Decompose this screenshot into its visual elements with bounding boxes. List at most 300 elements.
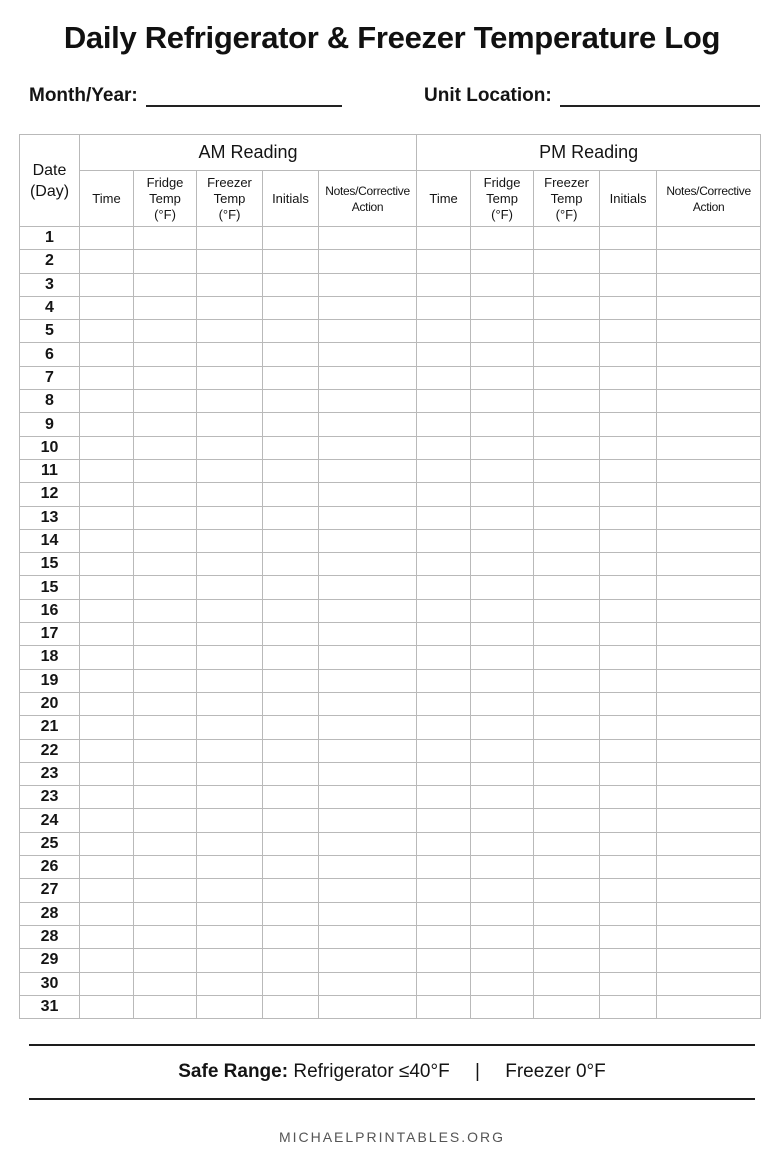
pm-time-cell[interactable] [417,576,471,599]
am-notes-cell[interactable] [319,459,417,482]
am-fridge-temp-cell[interactable] [134,506,197,529]
am-time-cell[interactable] [80,995,134,1018]
am-notes-cell[interactable] [319,879,417,902]
am-freezer-temp-cell[interactable] [197,972,263,995]
pm-freezer-temp-cell[interactable] [534,925,600,948]
pm-initials-cell[interactable] [600,506,657,529]
pm-initials-cell[interactable] [600,949,657,972]
pm-freezer-temp-cell[interactable] [534,716,600,739]
pm-freezer-temp-cell[interactable] [534,786,600,809]
pm-freezer-temp-cell[interactable] [534,459,600,482]
pm-freezer-temp-cell[interactable] [534,972,600,995]
pm-time-cell[interactable] [417,949,471,972]
am-fridge-temp-cell[interactable] [134,856,197,879]
am-freezer-temp-cell[interactable] [197,995,263,1018]
pm-fridge-temp-cell[interactable] [471,902,534,925]
pm-notes-cell[interactable] [657,832,761,855]
pm-time-cell[interactable] [417,459,471,482]
pm-freezer-temp-cell[interactable] [534,646,600,669]
pm-fridge-temp-cell[interactable] [471,366,534,389]
pm-notes-cell[interactable] [657,390,761,413]
pm-initials-cell[interactable] [600,553,657,576]
am-fridge-temp-cell[interactable] [134,343,197,366]
am-fridge-temp-cell[interactable] [134,879,197,902]
am-initials-cell[interactable] [263,646,319,669]
pm-time-cell[interactable] [417,879,471,902]
pm-fridge-temp-cell[interactable] [471,762,534,785]
am-initials-cell[interactable] [263,902,319,925]
pm-initials-cell[interactable] [600,483,657,506]
pm-freezer-temp-cell[interactable] [534,529,600,552]
am-freezer-temp-cell[interactable] [197,366,263,389]
pm-fridge-temp-cell[interactable] [471,320,534,343]
pm-initials-cell[interactable] [600,390,657,413]
pm-notes-cell[interactable] [657,320,761,343]
am-fridge-temp-cell[interactable] [134,296,197,319]
pm-notes-cell[interactable] [657,483,761,506]
am-notes-cell[interactable] [319,786,417,809]
am-notes-cell[interactable] [319,343,417,366]
month-year-blank-line[interactable] [146,87,342,107]
pm-time-cell[interactable] [417,553,471,576]
am-freezer-temp-cell[interactable] [197,296,263,319]
pm-time-cell[interactable] [417,739,471,762]
am-time-cell[interactable] [80,762,134,785]
pm-initials-cell[interactable] [600,413,657,436]
am-initials-cell[interactable] [263,529,319,552]
pm-fridge-temp-cell[interactable] [471,646,534,669]
am-notes-cell[interactable] [319,227,417,250]
am-time-cell[interactable] [80,716,134,739]
pm-fridge-temp-cell[interactable] [471,413,534,436]
am-freezer-temp-cell[interactable] [197,669,263,692]
am-freezer-temp-cell[interactable] [197,576,263,599]
pm-initials-cell[interactable] [600,669,657,692]
pm-initials-cell[interactable] [600,856,657,879]
pm-notes-cell[interactable] [657,227,761,250]
am-initials-cell[interactable] [263,995,319,1018]
pm-fridge-temp-cell[interactable] [471,483,534,506]
pm-time-cell[interactable] [417,762,471,785]
pm-notes-cell[interactable] [657,995,761,1018]
pm-notes-cell[interactable] [657,413,761,436]
am-notes-cell[interactable] [319,716,417,739]
am-initials-cell[interactable] [263,786,319,809]
pm-fridge-temp-cell[interactable] [471,436,534,459]
pm-fridge-temp-cell[interactable] [471,296,534,319]
pm-freezer-temp-cell[interactable] [534,483,600,506]
am-fridge-temp-cell[interactable] [134,366,197,389]
pm-freezer-temp-cell[interactable] [534,413,600,436]
am-fridge-temp-cell[interactable] [134,320,197,343]
am-initials-cell[interactable] [263,669,319,692]
pm-notes-cell[interactable] [657,599,761,622]
am-notes-cell[interactable] [319,925,417,948]
am-initials-cell[interactable] [263,972,319,995]
am-fridge-temp-cell[interactable] [134,809,197,832]
am-freezer-temp-cell[interactable] [197,902,263,925]
pm-initials-cell[interactable] [600,692,657,715]
am-time-cell[interactable] [80,623,134,646]
pm-notes-cell[interactable] [657,669,761,692]
am-notes-cell[interactable] [319,553,417,576]
pm-initials-cell[interactable] [600,972,657,995]
pm-fridge-temp-cell[interactable] [471,739,534,762]
pm-initials-cell[interactable] [600,227,657,250]
am-time-cell[interactable] [80,390,134,413]
pm-fridge-temp-cell[interactable] [471,343,534,366]
pm-time-cell[interactable] [417,856,471,879]
am-freezer-temp-cell[interactable] [197,227,263,250]
am-freezer-temp-cell[interactable] [197,623,263,646]
am-time-cell[interactable] [80,250,134,273]
am-freezer-temp-cell[interactable] [197,553,263,576]
pm-time-cell[interactable] [417,925,471,948]
pm-initials-cell[interactable] [600,459,657,482]
pm-time-cell[interactable] [417,972,471,995]
pm-freezer-temp-cell[interactable] [534,506,600,529]
am-initials-cell[interactable] [263,483,319,506]
am-initials-cell[interactable] [263,506,319,529]
am-freezer-temp-cell[interactable] [197,343,263,366]
am-time-cell[interactable] [80,227,134,250]
pm-notes-cell[interactable] [657,716,761,739]
pm-notes-cell[interactable] [657,296,761,319]
pm-fridge-temp-cell[interactable] [471,879,534,902]
am-time-cell[interactable] [80,529,134,552]
pm-fridge-temp-cell[interactable] [471,692,534,715]
pm-initials-cell[interactable] [600,739,657,762]
pm-notes-cell[interactable] [657,343,761,366]
pm-freezer-temp-cell[interactable] [534,623,600,646]
am-fridge-temp-cell[interactable] [134,832,197,855]
pm-fridge-temp-cell[interactable] [471,809,534,832]
am-fridge-temp-cell[interactable] [134,739,197,762]
pm-notes-cell[interactable] [657,902,761,925]
pm-notes-cell[interactable] [657,972,761,995]
pm-initials-cell[interactable] [600,296,657,319]
pm-time-cell[interactable] [417,506,471,529]
pm-notes-cell[interactable] [657,459,761,482]
am-time-cell[interactable] [80,576,134,599]
pm-initials-cell[interactable] [600,436,657,459]
pm-time-cell[interactable] [417,623,471,646]
pm-initials-cell[interactable] [600,925,657,948]
am-notes-cell[interactable] [319,809,417,832]
pm-notes-cell[interactable] [657,856,761,879]
pm-initials-cell[interactable] [600,716,657,739]
pm-initials-cell[interactable] [600,576,657,599]
pm-initials-cell[interactable] [600,366,657,389]
pm-time-cell[interactable] [417,227,471,250]
pm-fridge-temp-cell[interactable] [471,273,534,296]
am-time-cell[interactable] [80,646,134,669]
am-fridge-temp-cell[interactable] [134,390,197,413]
am-time-cell[interactable] [80,483,134,506]
am-time-cell[interactable] [80,879,134,902]
am-notes-cell[interactable] [319,436,417,459]
am-time-cell[interactable] [80,366,134,389]
pm-time-cell[interactable] [417,320,471,343]
am-time-cell[interactable] [80,599,134,622]
pm-notes-cell[interactable] [657,925,761,948]
am-fridge-temp-cell[interactable] [134,599,197,622]
am-notes-cell[interactable] [319,623,417,646]
am-time-cell[interactable] [80,343,134,366]
am-initials-cell[interactable] [263,623,319,646]
pm-notes-cell[interactable] [657,250,761,273]
pm-freezer-temp-cell[interactable] [534,902,600,925]
am-fridge-temp-cell[interactable] [134,459,197,482]
am-time-cell[interactable] [80,506,134,529]
pm-time-cell[interactable] [417,413,471,436]
pm-freezer-temp-cell[interactable] [534,250,600,273]
pm-notes-cell[interactable] [657,623,761,646]
pm-freezer-temp-cell[interactable] [534,762,600,785]
pm-freezer-temp-cell[interactable] [534,436,600,459]
am-notes-cell[interactable] [319,995,417,1018]
pm-fridge-temp-cell[interactable] [471,506,534,529]
pm-time-cell[interactable] [417,436,471,459]
pm-fridge-temp-cell[interactable] [471,949,534,972]
am-fridge-temp-cell[interactable] [134,646,197,669]
am-freezer-temp-cell[interactable] [197,320,263,343]
pm-time-cell[interactable] [417,250,471,273]
am-time-cell[interactable] [80,739,134,762]
pm-fridge-temp-cell[interactable] [471,390,534,413]
am-notes-cell[interactable] [319,366,417,389]
pm-time-cell[interactable] [417,483,471,506]
pm-initials-cell[interactable] [600,762,657,785]
pm-time-cell[interactable] [417,296,471,319]
pm-initials-cell[interactable] [600,995,657,1018]
am-notes-cell[interactable] [319,273,417,296]
am-time-cell[interactable] [80,320,134,343]
pm-initials-cell[interactable] [600,250,657,273]
am-fridge-temp-cell[interactable] [134,762,197,785]
am-initials-cell[interactable] [263,949,319,972]
am-time-cell[interactable] [80,832,134,855]
am-freezer-temp-cell[interactable] [197,506,263,529]
pm-freezer-temp-cell[interactable] [534,553,600,576]
am-fridge-temp-cell[interactable] [134,716,197,739]
am-fridge-temp-cell[interactable] [134,902,197,925]
am-initials-cell[interactable] [263,366,319,389]
am-initials-cell[interactable] [263,250,319,273]
am-initials-cell[interactable] [263,599,319,622]
am-fridge-temp-cell[interactable] [134,786,197,809]
am-fridge-temp-cell[interactable] [134,669,197,692]
pm-initials-cell[interactable] [600,599,657,622]
am-time-cell[interactable] [80,273,134,296]
pm-fridge-temp-cell[interactable] [471,972,534,995]
am-fridge-temp-cell[interactable] [134,273,197,296]
pm-time-cell[interactable] [417,995,471,1018]
pm-fridge-temp-cell[interactable] [471,623,534,646]
am-fridge-temp-cell[interactable] [134,483,197,506]
am-initials-cell[interactable] [263,296,319,319]
pm-time-cell[interactable] [417,832,471,855]
am-freezer-temp-cell[interactable] [197,925,263,948]
pm-fridge-temp-cell[interactable] [471,529,534,552]
am-fridge-temp-cell[interactable] [134,576,197,599]
am-initials-cell[interactable] [263,343,319,366]
am-notes-cell[interactable] [319,483,417,506]
am-time-cell[interactable] [80,413,134,436]
pm-freezer-temp-cell[interactable] [534,343,600,366]
am-freezer-temp-cell[interactable] [197,716,263,739]
pm-fridge-temp-cell[interactable] [471,227,534,250]
am-time-cell[interactable] [80,856,134,879]
pm-freezer-temp-cell[interactable] [534,856,600,879]
pm-freezer-temp-cell[interactable] [534,832,600,855]
am-freezer-temp-cell[interactable] [197,413,263,436]
pm-initials-cell[interactable] [600,273,657,296]
pm-freezer-temp-cell[interactable] [534,599,600,622]
am-time-cell[interactable] [80,692,134,715]
am-fridge-temp-cell[interactable] [134,925,197,948]
pm-notes-cell[interactable] [657,762,761,785]
pm-freezer-temp-cell[interactable] [534,296,600,319]
am-initials-cell[interactable] [263,413,319,436]
am-freezer-temp-cell[interactable] [197,856,263,879]
am-initials-cell[interactable] [263,716,319,739]
am-freezer-temp-cell[interactable] [197,459,263,482]
pm-fridge-temp-cell[interactable] [471,832,534,855]
am-initials-cell[interactable] [263,832,319,855]
pm-time-cell[interactable] [417,692,471,715]
am-fridge-temp-cell[interactable] [134,949,197,972]
unit-location-field[interactable] [424,85,760,107]
pm-freezer-temp-cell[interactable] [534,576,600,599]
am-fridge-temp-cell[interactable] [134,436,197,459]
am-initials-cell[interactable] [263,809,319,832]
am-notes-cell[interactable] [319,949,417,972]
pm-notes-cell[interactable] [657,809,761,832]
am-initials-cell[interactable] [263,856,319,879]
pm-notes-cell[interactable] [657,553,761,576]
am-freezer-temp-cell[interactable] [197,273,263,296]
am-initials-cell[interactable] [263,576,319,599]
pm-notes-cell[interactable] [657,436,761,459]
am-notes-cell[interactable] [319,576,417,599]
am-freezer-temp-cell[interactable] [197,390,263,413]
pm-initials-cell[interactable] [600,529,657,552]
pm-initials-cell[interactable] [600,832,657,855]
pm-time-cell[interactable] [417,786,471,809]
pm-fridge-temp-cell[interactable] [471,459,534,482]
am-time-cell[interactable] [80,809,134,832]
pm-initials-cell[interactable] [600,879,657,902]
am-freezer-temp-cell[interactable] [197,832,263,855]
am-freezer-temp-cell[interactable] [197,739,263,762]
am-freezer-temp-cell[interactable] [197,483,263,506]
am-fridge-temp-cell[interactable] [134,553,197,576]
am-notes-cell[interactable] [319,762,417,785]
am-notes-cell[interactable] [319,856,417,879]
am-initials-cell[interactable] [263,925,319,948]
pm-fridge-temp-cell[interactable] [471,716,534,739]
am-notes-cell[interactable] [319,739,417,762]
am-fridge-temp-cell[interactable] [134,995,197,1018]
am-notes-cell[interactable] [319,506,417,529]
am-initials-cell[interactable] [263,390,319,413]
am-time-cell[interactable] [80,902,134,925]
am-notes-cell[interactable] [319,832,417,855]
am-fridge-temp-cell[interactable] [134,972,197,995]
pm-fridge-temp-cell[interactable] [471,576,534,599]
am-time-cell[interactable] [80,669,134,692]
pm-initials-cell[interactable] [600,809,657,832]
pm-time-cell[interactable] [417,390,471,413]
pm-initials-cell[interactable] [600,902,657,925]
pm-notes-cell[interactable] [657,949,761,972]
pm-notes-cell[interactable] [657,739,761,762]
pm-time-cell[interactable] [417,669,471,692]
pm-time-cell[interactable] [417,366,471,389]
am-notes-cell[interactable] [319,646,417,669]
am-notes-cell[interactable] [319,390,417,413]
pm-fridge-temp-cell[interactable] [471,553,534,576]
pm-notes-cell[interactable] [657,646,761,669]
am-notes-cell[interactable] [319,413,417,436]
am-freezer-temp-cell[interactable] [197,786,263,809]
pm-freezer-temp-cell[interactable] [534,692,600,715]
am-time-cell[interactable] [80,436,134,459]
pm-freezer-temp-cell[interactable] [534,320,600,343]
am-fridge-temp-cell[interactable] [134,529,197,552]
pm-initials-cell[interactable] [600,343,657,366]
am-freezer-temp-cell[interactable] [197,599,263,622]
am-notes-cell[interactable] [319,972,417,995]
am-initials-cell[interactable] [263,273,319,296]
am-initials-cell[interactable] [263,692,319,715]
pm-freezer-temp-cell[interactable] [534,995,600,1018]
pm-fridge-temp-cell[interactable] [471,856,534,879]
am-fridge-temp-cell[interactable] [134,250,197,273]
am-freezer-temp-cell[interactable] [197,250,263,273]
pm-fridge-temp-cell[interactable] [471,669,534,692]
unit-location-blank-line[interactable] [560,87,760,107]
pm-notes-cell[interactable] [657,692,761,715]
am-freezer-temp-cell[interactable] [197,436,263,459]
pm-fridge-temp-cell[interactable] [471,995,534,1018]
am-fridge-temp-cell[interactable] [134,413,197,436]
pm-freezer-temp-cell[interactable] [534,366,600,389]
am-initials-cell[interactable] [263,553,319,576]
pm-notes-cell[interactable] [657,786,761,809]
pm-notes-cell[interactable] [657,576,761,599]
am-time-cell[interactable] [80,949,134,972]
am-initials-cell[interactable] [263,762,319,785]
am-initials-cell[interactable] [263,739,319,762]
am-notes-cell[interactable] [319,902,417,925]
am-freezer-temp-cell[interactable] [197,762,263,785]
pm-freezer-temp-cell[interactable] [534,390,600,413]
pm-fridge-temp-cell[interactable] [471,925,534,948]
pm-time-cell[interactable] [417,529,471,552]
pm-time-cell[interactable] [417,716,471,739]
pm-initials-cell[interactable] [600,623,657,646]
am-notes-cell[interactable] [319,692,417,715]
am-freezer-temp-cell[interactable] [197,809,263,832]
am-time-cell[interactable] [80,786,134,809]
am-freezer-temp-cell[interactable] [197,529,263,552]
pm-notes-cell[interactable] [657,879,761,902]
pm-freezer-temp-cell[interactable] [534,809,600,832]
pm-fridge-temp-cell[interactable] [471,599,534,622]
pm-freezer-temp-cell[interactable] [534,879,600,902]
